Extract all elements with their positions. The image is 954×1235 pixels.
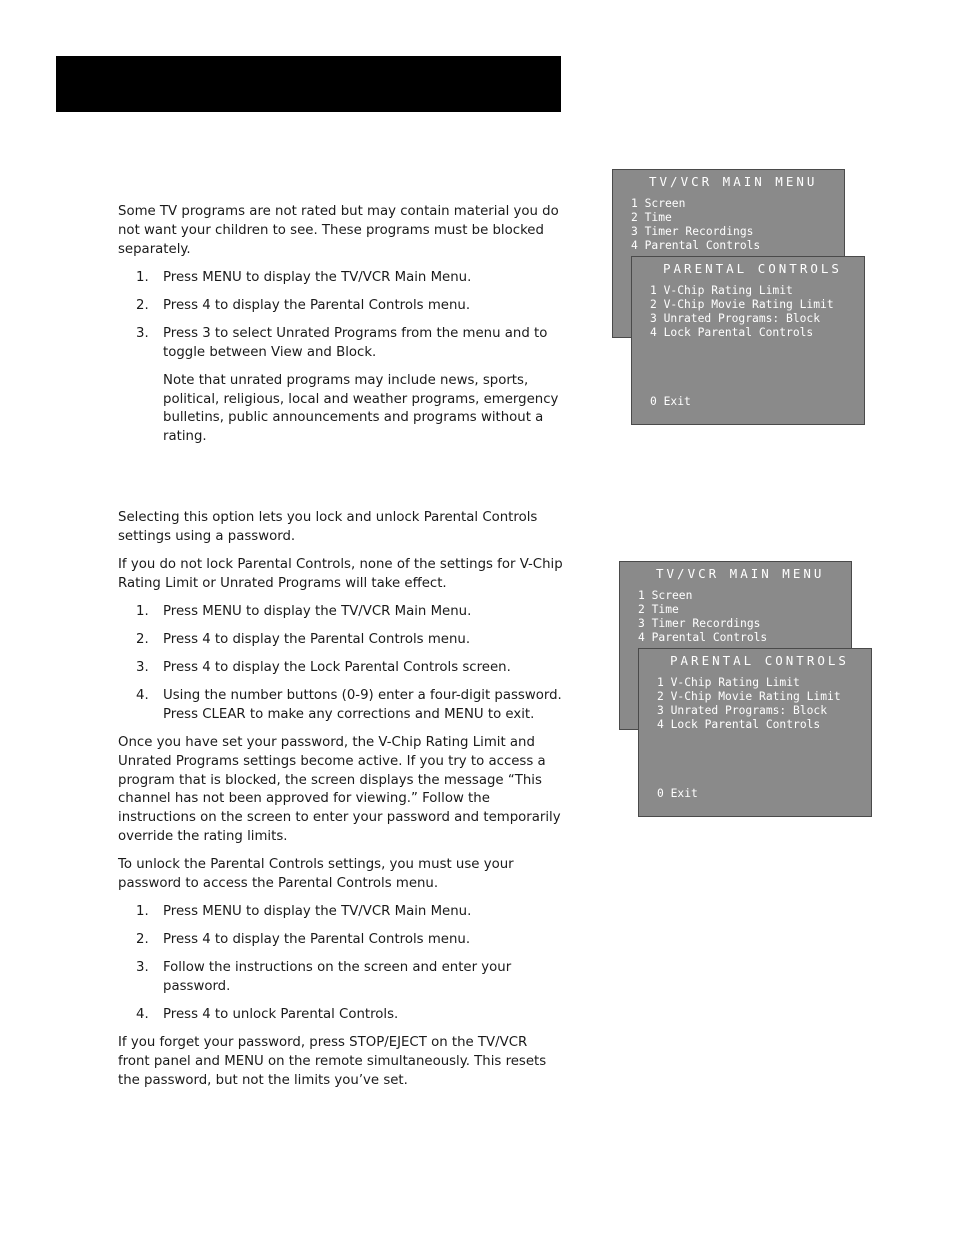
- lock-section: [118, 509, 563, 1100]
- list-item: 2. Press 4 to display the Parental Controls menu.: [136, 631, 471, 647]
- menu-item: 4 Lock Parental Controls: [650, 326, 814, 339]
- header-bar: [56, 56, 561, 112]
- lock-steps: [118, 603, 563, 725]
- main-menu-title: TV/VCR MAIN MENU: [649, 174, 818, 189]
- list-item: 1. Press MENU to display the TV/VCR Main Menu.: [136, 269, 472, 285]
- menu-item: 1 V-Chip Rating Limit: [657, 676, 800, 689]
- menu-item: 3 Unrated Programs: Block: [657, 704, 828, 717]
- list-item: 4. Press 4 to unlock Parental Controls.: [136, 1007, 399, 1022]
- menu-item: 1 Screen: [631, 197, 686, 210]
- menu-item: 4 Parental Controls: [638, 631, 768, 644]
- exit-item: 0 Exit: [657, 787, 698, 800]
- list-item: 1. Press MENU to display the TV/VCR Main Menu.: [136, 903, 472, 919]
- lock-p3: Once you have set your password, the V-Chip Rating Limit and Unrated Programs settings become active. If you try to access a program that is blocked, the screen displays the message “This channel has not been approved for viewing.” Follow the instructions on the screen to enter your password and temporarily override the rating limits.: [118, 734, 561, 844]
- list-item: 2. Press 4 to display the Parental Controls menu.: [136, 932, 471, 948]
- unrated-intro: Some TV programs are not rated but may contain material you do not want your children to see. These programs must be blocked separately.: [118, 204, 559, 257]
- menu-item: 1 Screen: [638, 589, 693, 602]
- list-item: 2. Press 4 to display the Parental Controls menu.: [136, 297, 471, 313]
- exit-item: 0 Exit: [650, 395, 691, 408]
- list-item: 1. Press MENU to display the TV/VCR Main Menu.: [136, 603, 472, 619]
- parental-controls-screen-2: [638, 648, 872, 817]
- menu-item: 3 Timer Recordings: [631, 225, 754, 238]
- parental-controls-title: PARENTAL CONTROLS: [663, 261, 842, 276]
- menu-item: 3 Timer Recordings: [638, 617, 761, 630]
- list-item: 4. Using the number buttons (0-9) enter a four-digit password. Press CLEAR to make any corrections and MENU to exit.: [136, 688, 562, 722]
- lock-p1: Selecting this option lets you lock and unlock Parental Controls settings using a password.: [118, 510, 538, 544]
- menu-item: 3 Unrated Programs: Block: [650, 312, 821, 325]
- parental-controls-screen-1: [631, 256, 865, 425]
- menu-item: 2 Time: [631, 211, 672, 224]
- menu-item: 4 Lock Parental Controls: [657, 718, 821, 731]
- menu-item: 1 V-Chip Rating Limit: [650, 284, 793, 297]
- menu-item: 2 V-Chip Movie Rating Limit: [657, 690, 841, 703]
- menu-item: 2 V-Chip Movie Rating Limit: [650, 298, 834, 311]
- list-item: 3. Follow the instructions on the screen and enter your password.: [136, 960, 512, 994]
- list-item: 3. Press 3 to select Unrated Programs from the menu and to toggle between View and Block.: [136, 325, 548, 360]
- menu-item: 2 Time: [638, 603, 679, 616]
- unrated-note: Note that unrated programs may include news, sports, political, religious, local and weather programs, emergency bulletins, public announcements and programs without a rating.: [163, 372, 559, 445]
- unlock-steps: [118, 903, 563, 1025]
- lock-p4: To unlock the Parental Controls settings, you must use your password to access the Parental Controls menu.: [118, 857, 514, 891]
- menu-item: 4 Parental Controls: [631, 239, 761, 252]
- unrated-steps: [118, 269, 563, 363]
- lock-p5: If you forget your password, press STOP/EJECT on the TV/VCR front panel and MENU on the remote simultaneously. This resets the password, but not the limits you’ve set.: [118, 1035, 547, 1088]
- list-item: 3. Press 4 to display the Lock Parental Controls screen.: [136, 659, 511, 675]
- parental-controls-title: PARENTAL CONTROLS: [670, 653, 849, 668]
- lock-p2: If you do not lock Parental Controls, none of the settings for V-Chip Rating Limit or Unrated Programs will take effect.: [118, 556, 563, 591]
- unrated-section: [118, 203, 563, 456]
- main-menu-title: TV/VCR MAIN MENU: [656, 566, 825, 581]
